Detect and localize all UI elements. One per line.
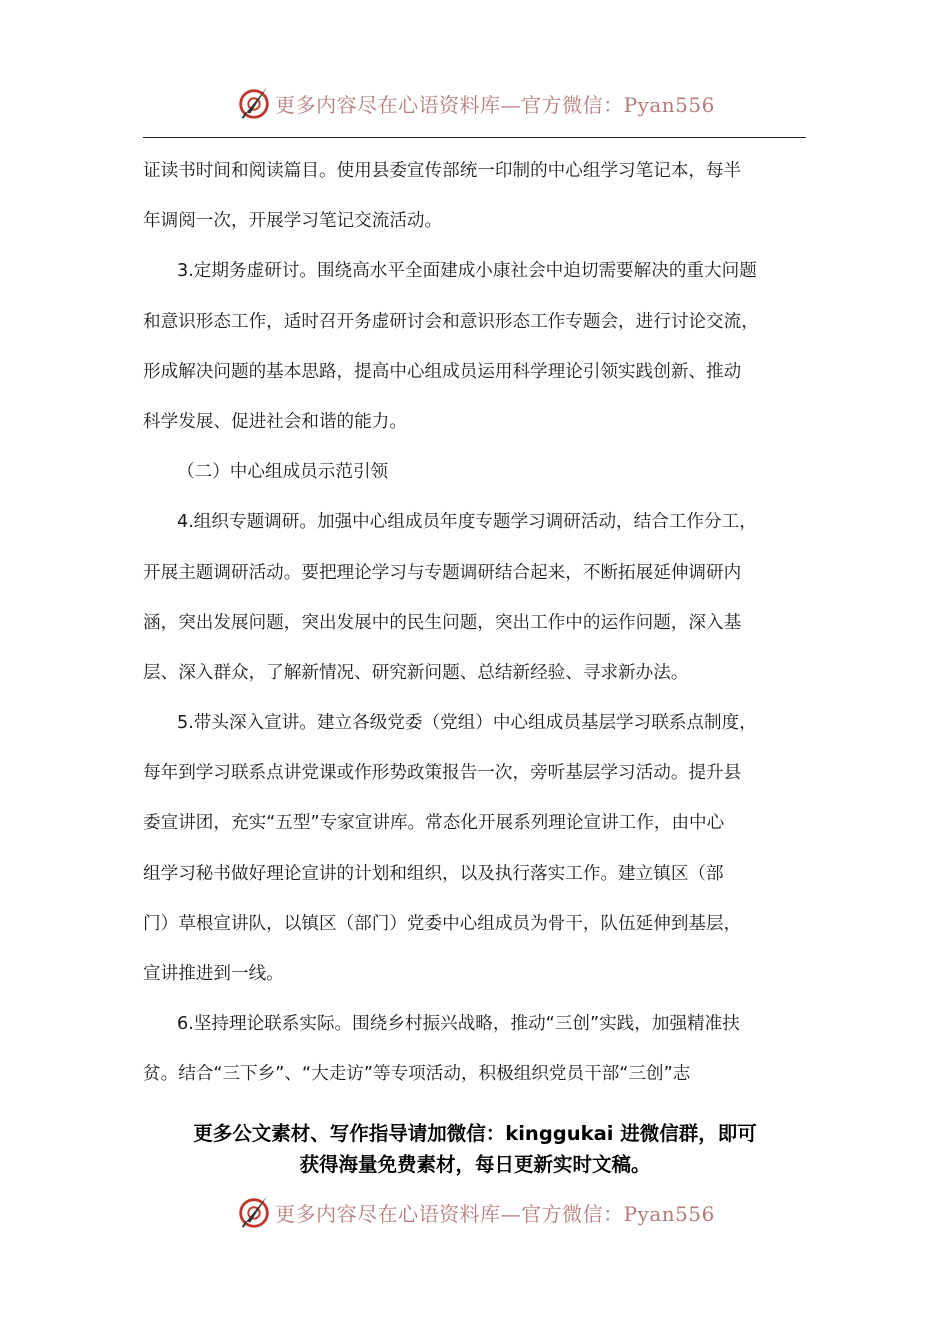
section-heading: （二）中心组成员示范引领 bbox=[177, 462, 389, 483]
paragraph-5-heading-line: 5.带头深入宣讲。建立各级党委（党组）中心组成员基层学习联系点制度， bbox=[177, 713, 757, 734]
footer-note-line-2: 获得海量免费素材，每日更新实时文稿。 bbox=[299, 1153, 651, 1176]
footer-note-line-1: 更多公文素材、写作指导请加微信：kinggukai 进微信群，即可 bbox=[193, 1122, 757, 1145]
text-line: 开展主题调研活动。要把理论学习与专题调研结合起来，不断拓展延伸调研内 bbox=[143, 562, 742, 583]
paragraph-4-heading-line: 4.组织专题调研。加强中心组成员年度专题学习调研活动，结合工作分工， bbox=[177, 512, 757, 533]
header-banner bbox=[0, 83, 950, 123]
text-line: 科学发展、促进社会和谐的能力。 bbox=[143, 411, 407, 432]
text-line: 组学习秘书做好理论宣讲的计划和组织，以及执行落实工作。建立镇区（部 bbox=[143, 863, 724, 884]
header-divider bbox=[143, 137, 806, 138]
text-line: 每年到学习联系点讲党课或作形势政策报告一次，旁听基层学习活动。提升县 bbox=[143, 763, 742, 784]
quill-logo-icon bbox=[235, 84, 273, 122]
text-line: 层、深入群众，了解新情况、研究新问题、总结新经验、寻求新办法。 bbox=[143, 662, 689, 683]
footer-promo-note bbox=[130, 1118, 820, 1180]
text-line: 贫。结合“三下乡”、“大走访”等专项活动，积极组织党员干部“三创”志 bbox=[143, 1064, 691, 1085]
text-line: 委宣讲团，充实“五型”专家宣讲库。常态化开展系列理论宣讲工作，由中心 bbox=[143, 813, 725, 834]
text-line: 门）草根宣讲队，以镇区（部门）党委中心组成员为骨干，队伍延伸到基层， bbox=[143, 913, 742, 934]
text-line: 涵，突出发展问题，突出发展中的民生问题，突出工作中的运作问题，深入基 bbox=[143, 612, 742, 633]
banner-text: 更多内容尽在心语资料库—官方微信：Pyan556 bbox=[275, 92, 715, 117]
document-body bbox=[143, 146, 807, 1100]
text-line: 证读书时间和阅读篇目。使用县委宣传部统一印制的中心组学习笔记本，每半 bbox=[143, 161, 742, 181]
text-line: 宣讲推进到一线。 bbox=[143, 964, 284, 984]
footer-banner bbox=[0, 1192, 950, 1232]
text-line: 和意识形态工作，适时召开务虚研讨会和意识形态工作专题会，进行讨论交流， bbox=[143, 311, 759, 332]
text-line: 形成解决问题的基本思路，提高中心组成员运用科学理论引领实践创新、推动 bbox=[143, 361, 742, 382]
paragraph-6-heading-line: 6.坚持理论联系实际。围绕乡村振兴战略，推动“三创”实践，加强精准扶 bbox=[177, 1014, 740, 1035]
banner-text: 更多内容尽在心语资料库—官方微信：Pyan556 bbox=[275, 1201, 715, 1226]
paragraph-3-heading-line: 3.定期务虚研讨。围绕高水平全面建成小康社会中迫切需要解决的重大问题 bbox=[177, 261, 757, 282]
quill-logo-icon bbox=[235, 1193, 273, 1231]
text-line: 年调阅一次，开展学习笔记交流活动。 bbox=[143, 211, 443, 232]
